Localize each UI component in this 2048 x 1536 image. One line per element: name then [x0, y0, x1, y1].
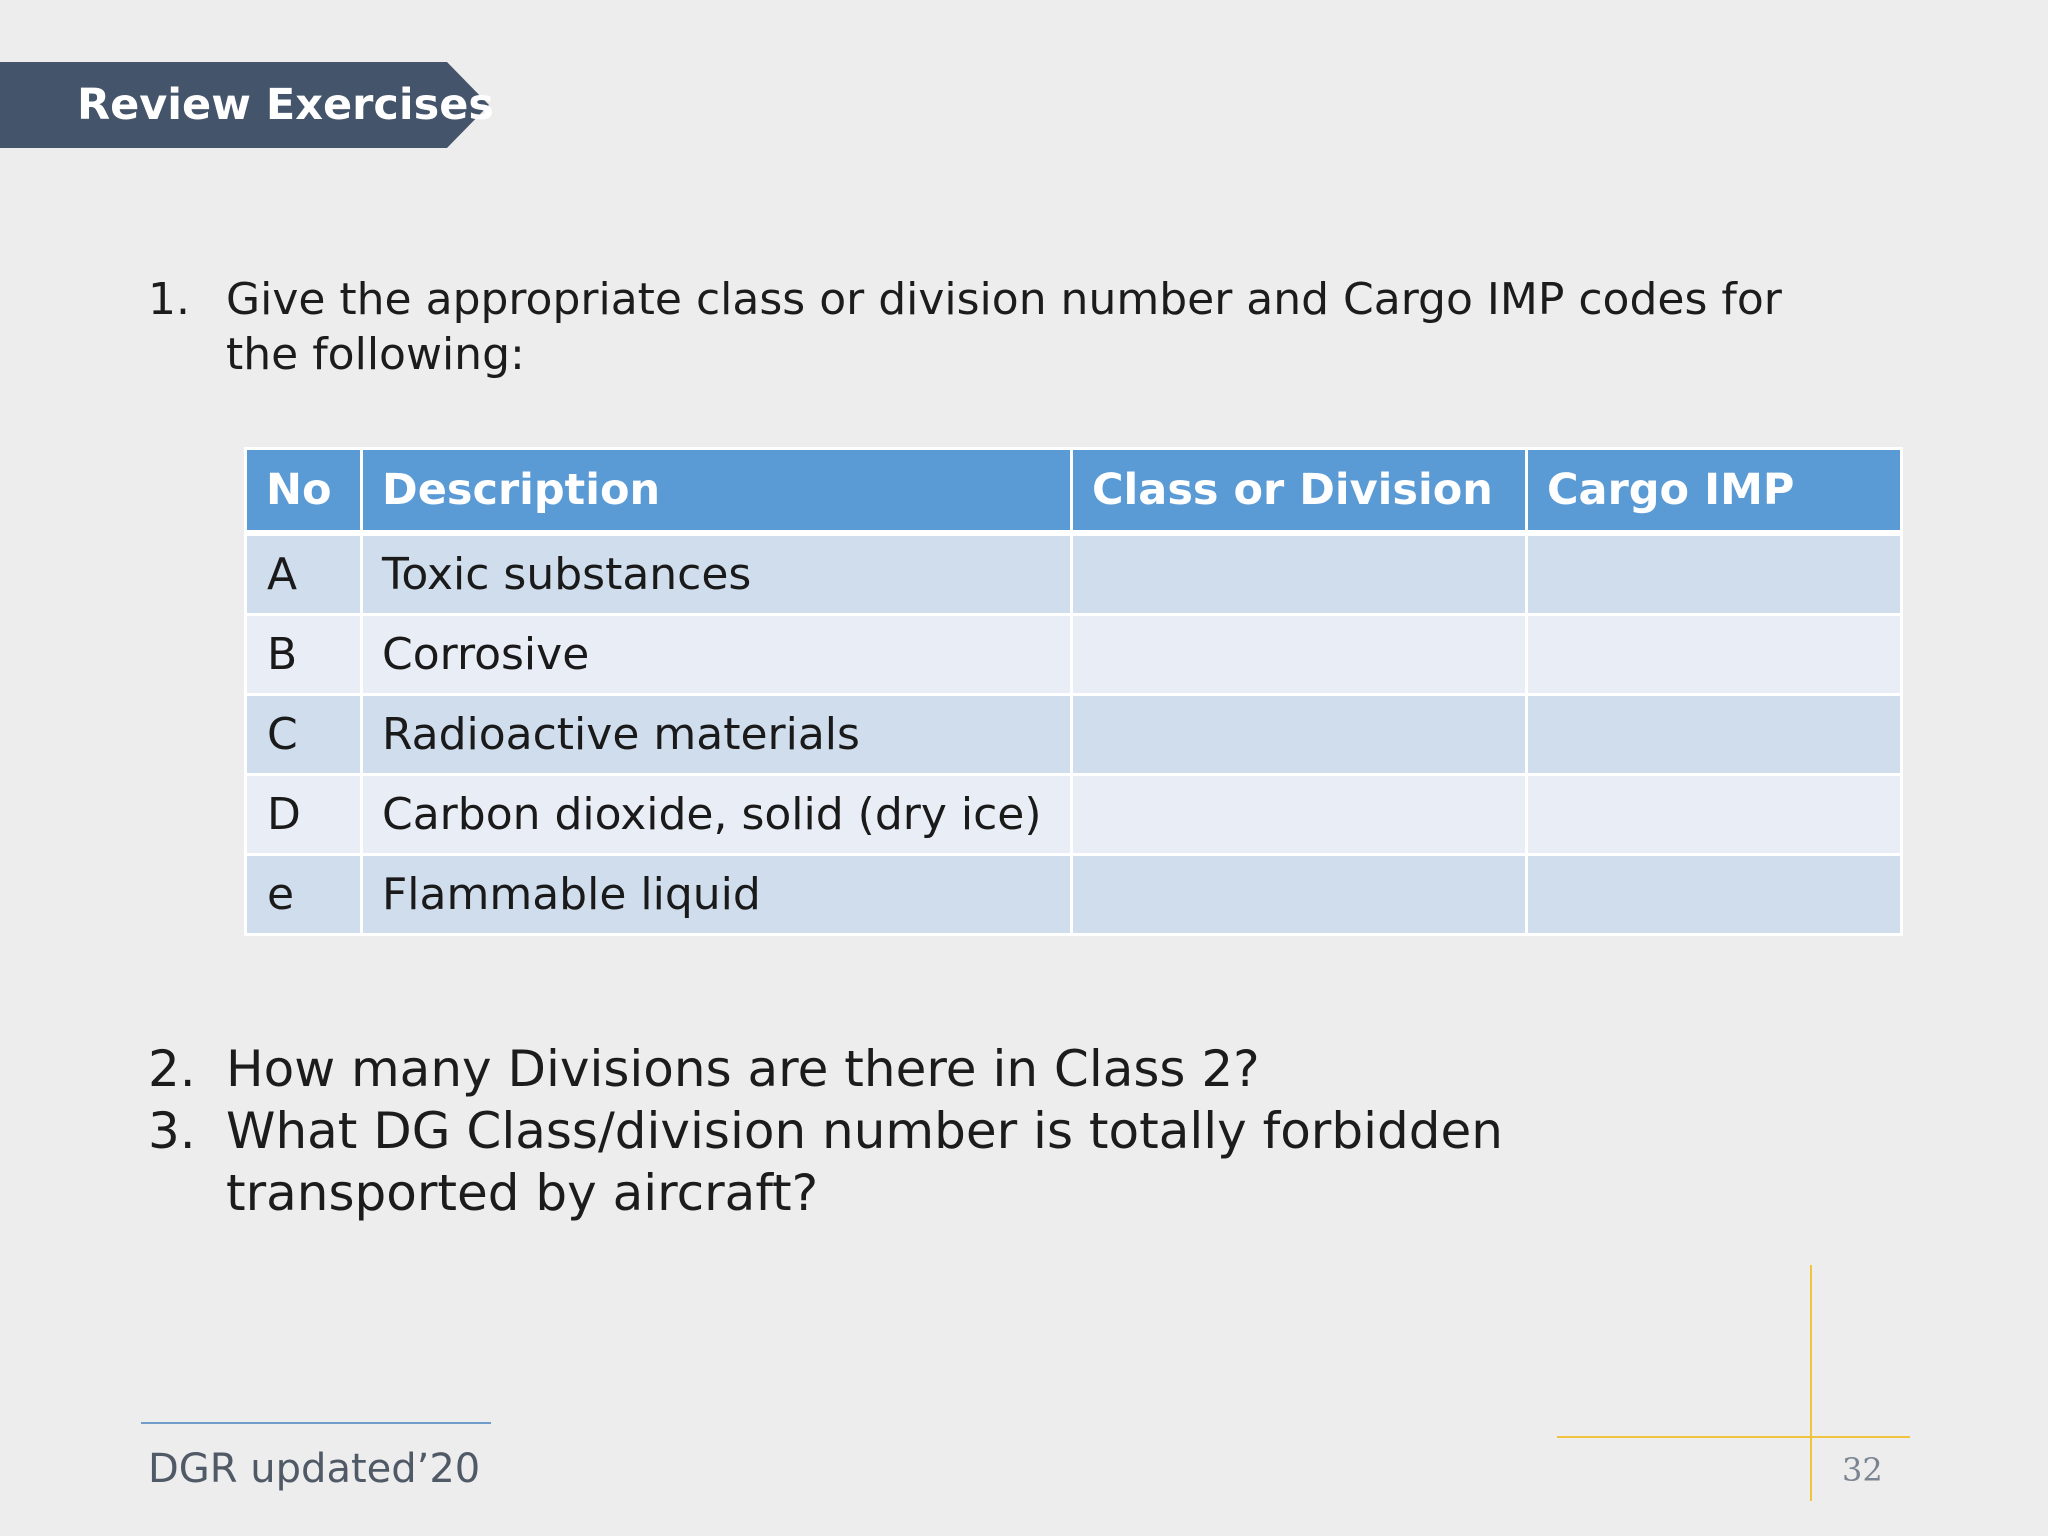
- question-text: How many Divisions are there in Class 2?: [226, 1040, 1260, 1098]
- column-header-no: No: [246, 449, 362, 534]
- row-cargo-imp: [1527, 855, 1902, 935]
- row-no: e: [246, 855, 362, 935]
- table-row: [246, 695, 1902, 775]
- row-class-or-division: [1072, 533, 1527, 615]
- row-cargo-imp: [1527, 533, 1902, 615]
- column-header-cargo-imp: Cargo IMP: [1527, 449, 1902, 534]
- row-description: Radioactive materials: [362, 695, 1072, 775]
- title-banner: [0, 62, 494, 148]
- footer-divider: [141, 1422, 491, 1424]
- row-description: Carbon dioxide, solid (dry ice): [362, 775, 1072, 855]
- table-header-row: [246, 449, 1902, 534]
- question-text: Give the appropriate class or division number and Cargo IMP codes for the following:: [226, 274, 1782, 380]
- row-cargo-imp: [1527, 775, 1902, 855]
- footer-label: DGR updated’20: [148, 1446, 481, 1492]
- table-row: [246, 615, 1902, 695]
- question-number: 1.: [148, 274, 190, 325]
- row-cargo-imp: [1527, 695, 1902, 775]
- row-no: D: [246, 775, 362, 855]
- slide-title: Review Exercises: [77, 80, 494, 130]
- column-header-description: Description: [362, 449, 1072, 534]
- question-text: What DG Class/division number is totally forbidden transported by aircraft?: [226, 1102, 1503, 1222]
- row-class-or-division: [1072, 855, 1527, 935]
- table-row: [246, 775, 1902, 855]
- row-no: A: [246, 533, 362, 615]
- corner-accent-vertical-line: [1810, 1265, 1812, 1501]
- row-class-or-division: [1072, 775, 1527, 855]
- row-no: B: [246, 615, 362, 695]
- corner-accent-horizontal-line: [1557, 1436, 1910, 1438]
- dangerous-goods-table: [244, 447, 1903, 936]
- row-description: Toxic substances: [362, 533, 1072, 615]
- row-class-or-division: [1072, 695, 1527, 775]
- row-no: C: [246, 695, 362, 775]
- row-class-or-division: [1072, 615, 1527, 695]
- page-number: 32: [1842, 1451, 1883, 1489]
- question-number: 3.: [148, 1102, 196, 1160]
- row-cargo-imp: [1527, 615, 1902, 695]
- row-description: Corrosive: [362, 615, 1072, 695]
- table-row: [246, 855, 1902, 935]
- question-number: 2.: [148, 1040, 196, 1098]
- table-row: [246, 533, 1902, 615]
- row-description: Flammable liquid: [362, 855, 1072, 935]
- column-header-class-or-division: Class or Division: [1072, 449, 1527, 534]
